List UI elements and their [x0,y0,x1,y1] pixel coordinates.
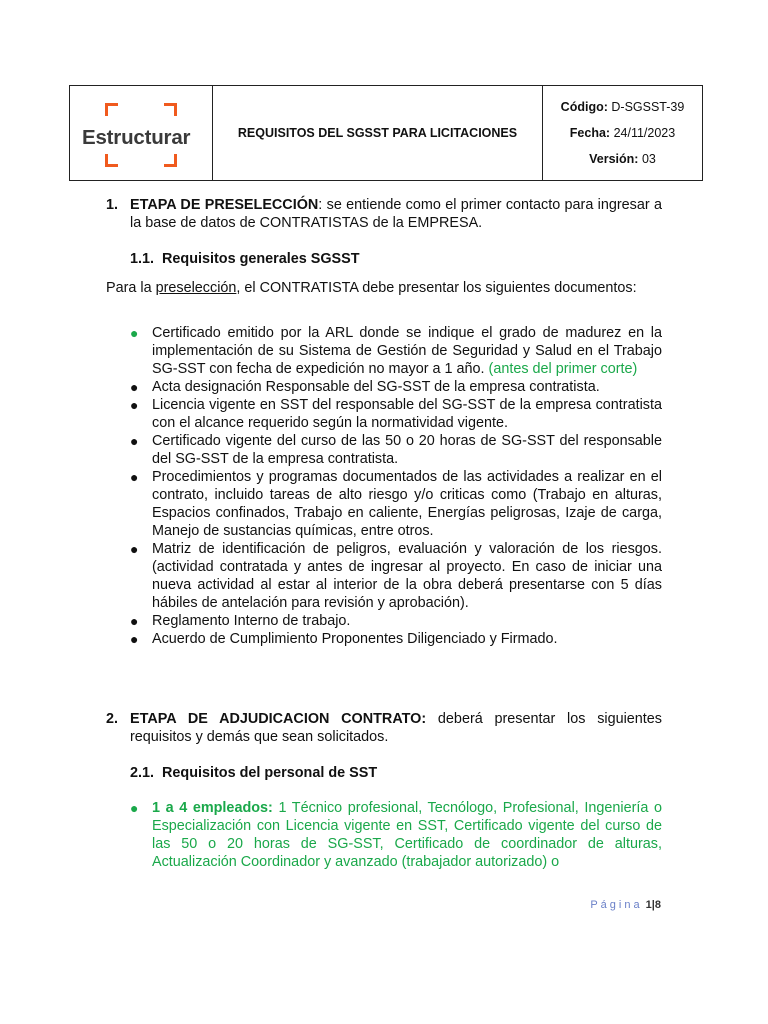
subsection-2-1-heading: 2.1. Requisitos del personal de SST [130,765,378,781]
document-title: REQUISITOS DEL SGSST PARA LICITACIONES [213,86,543,180]
subsection-1-1-heading: 1.1. Requisitos generales SGSST [130,251,360,267]
list-item: ● Procedimientos y programas documentados de las actividades a realizar en el contrato, incluido tareas de alto riesgo y/o criticas como (Trabajo en alturas, Espacios confinados, Trabajo en caliente, Energías peligrosas, Izaje de carga, Manejo de sustancias químicas, entre otros. [130,469,662,539]
logo-corner-icon [164,103,177,116]
logo-corner-icon [164,154,177,167]
page-footer [590,899,661,911]
fecha-row: Fecha: 24/11/2023 [569,126,676,140]
list-item: ● 1 a 4 empleados: 1 Técnico profesional, Tecnólogo, Profesional, Ingeniería o Especialización con Licencia vigente en SST, Certificado vigente del curso de las 50 o 20 horas de SG-SST, Certificado de coordinador de alturas, Actualización Coordinador y avanzado (trabajador autorizado) o [130,800,662,870]
section-1-heading: 1. ETAPA DE PRESELECCIÓN: se entiende como el primer contacto para ingresar a la base de datos de CONTRATISTAS de la EMPRESA. [106,197,662,231]
bullet-icon: ● [130,397,139,413]
bullet-icon: ● [130,433,139,449]
preselection-requirements-list [106,324,662,648]
list-item: ● Certificado vigente del curso de las 50 o 20 horas de SG-SST del responsable del SG-SST de la empresa contratista. [130,433,662,467]
company-logo [70,86,213,180]
list-item: ● Acta designación Responsable del SG-SST de la empresa contratista. [130,379,600,395]
page-total: 8 [654,899,661,911]
bullet-icon: ● [130,325,139,341]
section-2-heading: 2. ETAPA DE ADJUDICACION CONTRATO: deberá presentar los siguientes requisitos y demás que sean solicitados. [106,711,663,745]
list-item: ● Reglamento Interno de trabajo. [130,613,351,629]
document-metadata [543,86,702,180]
bullet-icon: ● [130,800,139,816]
logo-corner-icon [105,154,118,167]
page-current: 1 [645,899,652,911]
section-1-intro: Para la preselección, el CONTRATISTA debe presentar los siguientes documentos: [106,280,637,296]
list-item: ● Acuerdo de Cumplimiento Proponentes Diligenciado y Firmado. [130,631,558,647]
document-header [69,85,703,181]
list-item: ● Licencia vigente en SST del responsable del SG-SST de la empresa contratista con el alcance requerido según la normatividad vigente. [130,397,662,431]
bullet-icon: ● [130,631,139,647]
bullet-icon: ● [130,541,139,557]
page-separator: | [651,899,655,911]
logo-text: Estructurar [82,126,191,149]
bullet-icon: ● [130,469,139,485]
bullet-icon: ● [130,613,139,629]
codigo-row: Código: D-SGSST-39 [560,100,685,114]
version-row: Versión: 03 [589,152,656,166]
list-item: ● Certificado emitido por la ARL donde se indique el grado de madurez en la implementación de su Sistema de Gestión de Seguridad y Salud en el Trabajo SG-SST con fecha de expedición no mayor a 1 año. (antes del primer corte) [130,325,662,377]
page-label: Página [590,899,643,911]
logo-corner-icon [105,103,118,116]
sst-personnel-list [106,799,662,871]
bullet-icon: ● [130,379,139,395]
list-item: ● Matriz de identificación de peligros, evaluación y valoración de los riesgos. (actividad contratada y antes de ingresar al proyecto. En caso de iniciar una nueva actividad al estar al interior de la obra deberá presentarse con 5 días hábiles de antelación para revisión y aprobación). [130,541,662,611]
